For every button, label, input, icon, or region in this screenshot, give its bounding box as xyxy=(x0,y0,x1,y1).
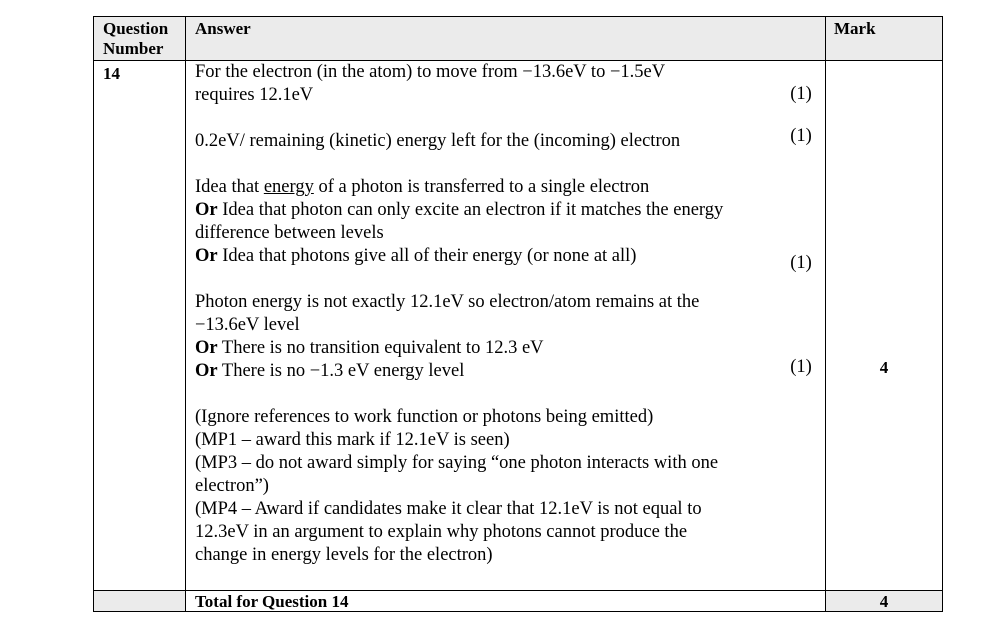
answer-line: Or There is no −1.3 eV energy level xyxy=(195,361,465,381)
answer-line: Photon energy is not exactly 12.1eV so electron/atom remains at the xyxy=(195,292,700,312)
question-mark: 4 xyxy=(879,358,889,377)
mark-scheme-table xyxy=(93,16,943,612)
marking-point: (1) xyxy=(790,84,812,104)
guidance-note: (MP4 – Award if candidates make it clear that 12.1eV is not equal to xyxy=(195,499,702,519)
total-label: Total for Question 14 xyxy=(195,592,349,611)
guidance-note: (MP3 – do not award simply for saying “one photon interacts with one xyxy=(195,453,719,473)
answer-line: requires 12.1eV xyxy=(195,85,314,105)
total-row-left-shade xyxy=(93,591,185,612)
guidance-note: 12.3eV in an argument to explain why photons cannot produce the xyxy=(195,522,688,542)
answer-line: −13.6eV level xyxy=(195,315,300,335)
answer-line: Or Idea that photons give all of their energy (or none at all) xyxy=(195,246,637,266)
answer-line: For the electron (in the atom) to move from −13.6eV to −1.5eV xyxy=(195,62,666,82)
question-number-header: Question Number xyxy=(103,19,169,58)
answer-line: 0.2eV/ remaining (kinetic) energy left for the (incoming) electron xyxy=(195,131,681,151)
marking-point: (1) xyxy=(790,126,812,146)
or-keyword: Or xyxy=(195,200,218,220)
answer-line: Or There is no transition equivalent to 12.3 eV xyxy=(195,338,544,358)
guidance-note: (Ignore references to work function or photons being emitted) xyxy=(195,407,654,427)
answer-header: Answer xyxy=(195,19,251,38)
table-border-left xyxy=(93,16,94,612)
or-keyword: Or xyxy=(195,246,218,266)
or-keyword: Or xyxy=(195,361,218,381)
mark-header: Mark xyxy=(834,19,876,38)
guidance-note: electron”) xyxy=(195,476,269,496)
question-number: 14 xyxy=(103,64,120,83)
marking-point: (1) xyxy=(790,357,812,377)
guidance-note: change in energy levels for the electron) xyxy=(195,545,493,565)
answer-body xyxy=(195,61,723,567)
or-keyword: Or xyxy=(195,338,218,358)
answer-line: difference between levels xyxy=(195,223,384,243)
guidance-note: (MP1 – award this mark if 12.1eV is seen) xyxy=(195,430,510,450)
column-divider-number xyxy=(185,16,186,612)
table-border-right xyxy=(942,16,943,612)
total-mark: 4 xyxy=(879,592,889,611)
table-border-top xyxy=(93,16,943,17)
marking-point: (1) xyxy=(790,253,812,273)
total-divider xyxy=(93,590,943,591)
underlined-keyword: energy xyxy=(263,177,314,197)
answer-line: Idea that energy of a photon is transferred to a single electron xyxy=(195,177,650,197)
answer-line: Or Idea that photon can only excite an electron if it matches the energy xyxy=(195,200,724,220)
column-divider-mark xyxy=(825,16,826,612)
